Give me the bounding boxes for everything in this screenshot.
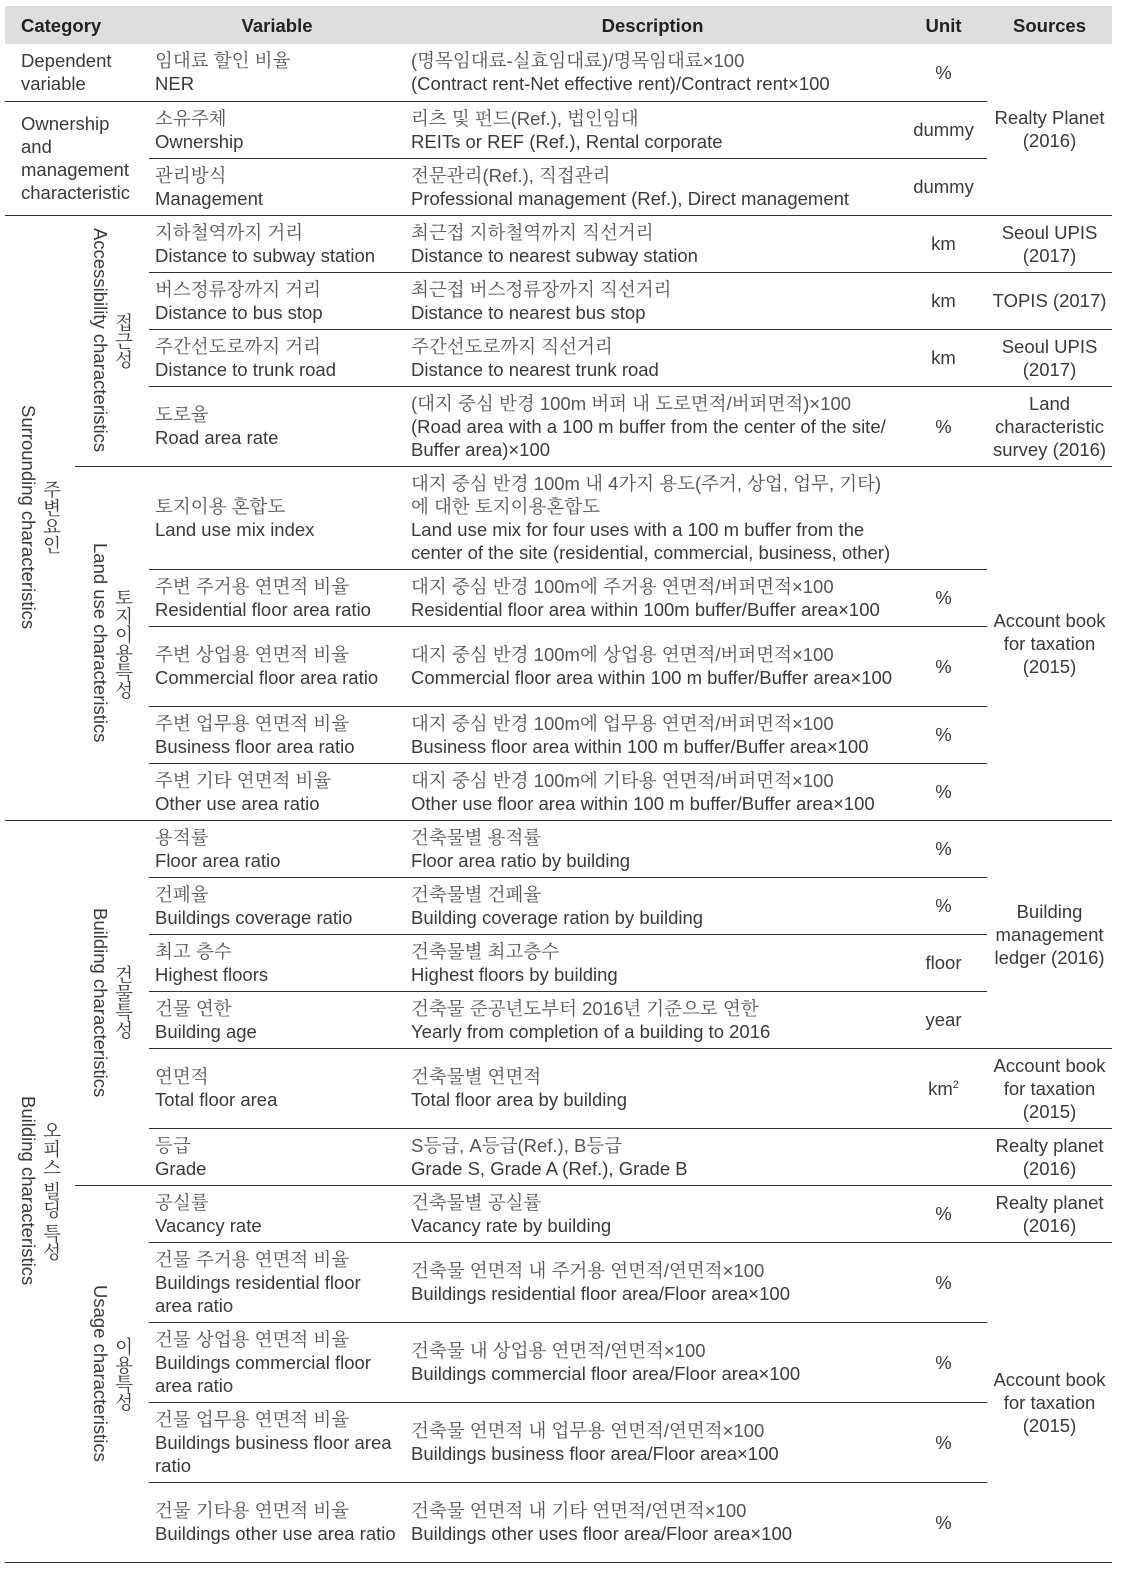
source-cell: Account book for taxation (2015) [987, 466, 1112, 820]
description-en: Buildings business floor area/Floor area×100 [411, 1443, 779, 1464]
category-dependent: Dependent variable [5, 44, 149, 101]
description-cell [405, 215, 900, 272]
variable-en: Buildings coverage ratio [155, 906, 353, 928]
variable-en: Distance to bus stop [155, 301, 323, 323]
variable-ko: 건물 주거용 연면적 비율 [155, 1248, 350, 1270]
description-ko: 대지 중심 반경 100m 내 4가지 용도(주거, 상업, 업무, 기타)에 대한 토지이용혼합도 [411, 472, 882, 517]
table-row [5, 215, 1112, 272]
unit-cell: floor [900, 934, 987, 991]
description-ko: 건축물별 건폐율 [411, 883, 542, 905]
source-cell: TOPIS (2017) [987, 272, 1112, 329]
description-en: Other use floor area within 100 m buffer/Buffer area×100 [411, 792, 875, 814]
unit-cell: dummy [900, 158, 987, 215]
source-cell: Building management ledger (2016) [987, 820, 1112, 1048]
table-row [5, 820, 1112, 877]
variable-cell [149, 934, 405, 991]
description-ko: 최근접 지하철역까지 직선거리 [411, 221, 654, 243]
table-row [5, 934, 1112, 991]
unit-cell: km [900, 215, 987, 272]
variable-cell [149, 1185, 405, 1242]
variable-en: Building age [155, 1020, 257, 1042]
variable-cell [149, 1242, 405, 1322]
table-row [5, 329, 1112, 386]
unit-cell: dummy [900, 101, 987, 158]
description-cell [405, 101, 900, 158]
label-en: Building characteristics [90, 907, 111, 1098]
label-ko: 건물특성 [113, 965, 134, 1040]
label-ko: 이용특성 [113, 1336, 134, 1411]
subcategory-accessibility [75, 215, 149, 466]
table-row [5, 272, 1112, 329]
variable-ko: 용적률 [155, 826, 209, 848]
table-row [5, 1185, 1112, 1242]
description-ko: 건축물 준공년도부터 2016년 기준으로 연한 [411, 997, 759, 1019]
vertical-label [89, 1285, 135, 1462]
description-cell [405, 1185, 900, 1242]
header-category: Category [5, 6, 149, 44]
table-row [5, 763, 1112, 820]
variable-ko: 임대료 할인 비율 [155, 50, 291, 72]
unit-cell: % [900, 1242, 987, 1322]
variable-en: Ownership [155, 130, 244, 152]
description-cell [405, 44, 900, 101]
variable-ko: 주변 주거용 연면적 비율 [155, 575, 350, 597]
description-cell [405, 569, 900, 626]
description-ko: 건축물 연면적 내 업무용 연면적/연면적×100 [411, 1420, 765, 1441]
table-row [5, 101, 1112, 158]
description-en: Total floor area by building [411, 1089, 627, 1110]
variable-cell [149, 329, 405, 386]
unit-cell [900, 466, 987, 569]
label-en: Building characteristics [18, 1096, 39, 1286]
description-cell [405, 1128, 900, 1185]
description-ko: S등급, A등급(Ref.), B등급 [411, 1134, 623, 1156]
variable-en: Distance to trunk road [155, 358, 336, 380]
table-header-row [5, 6, 1112, 44]
variable-cell [149, 158, 405, 215]
description-cell [405, 626, 900, 706]
description-ko: 건축물 내 상업용 연면적/연면적×100 [411, 1340, 706, 1361]
unit-cell: % [900, 706, 987, 763]
variable-en: Highest floors [155, 963, 269, 985]
description-en: Business floor area within 100 m buffer/Buffer area×100 [411, 735, 869, 757]
unit-cell: km [900, 329, 987, 386]
variable-en: Buildings commercial floor area ratio [155, 1351, 371, 1396]
description-ko: 최근접 버스정류장까지 직선거리 [411, 278, 672, 300]
unit-superscript: 2 [952, 1078, 959, 1091]
description-en: Distance to nearest bus stop [411, 301, 646, 323]
variable-cell [149, 626, 405, 706]
variable-ko: 건물 기타용 연면적 비율 [155, 1500, 350, 1521]
unit-text: km [928, 1077, 953, 1099]
table-row [5, 569, 1112, 626]
variable-en: Road area rate [155, 427, 279, 448]
description-ko: (명목임대료-실효임대료)/명목임대료×100 [411, 50, 745, 72]
description-cell [405, 1242, 900, 1322]
description-en: Distance to nearest subway station [411, 244, 698, 266]
unit-cell [900, 1128, 987, 1185]
variable-cell [149, 386, 405, 466]
source-cell: Account book for taxation (2015) [987, 1048, 1112, 1128]
description-cell [405, 763, 900, 820]
variable-cell [149, 1482, 405, 1562]
variable-en: Business floor area ratio [155, 735, 355, 757]
variable-ko: 지하철역까지 거리 [155, 221, 304, 243]
variable-cell [149, 215, 405, 272]
variable-cell [149, 272, 405, 329]
variable-en: Commercial floor area ratio [155, 667, 379, 688]
source-cell: Realty Planet (2016) [987, 44, 1112, 215]
variable-ko: 건폐율 [155, 883, 209, 905]
unit-cell: % [900, 1482, 987, 1562]
table-row [5, 706, 1112, 763]
description-en: Buildings residential floor area/Floor area×100 [411, 1283, 790, 1304]
unit-cell: % [900, 569, 987, 626]
description-ko: 리츠 및 펀드(Ref.), 법인임대 [411, 107, 639, 129]
description-cell [405, 706, 900, 763]
category-office-building [5, 820, 75, 1562]
table-row [5, 626, 1112, 706]
variable-ko: 주변 업무용 연면적 비율 [155, 712, 350, 734]
description-en: Residential floor area within 100m buffer/Buffer area×100 [411, 598, 880, 620]
unit-cell: % [900, 1322, 987, 1402]
variable-en: Management [155, 187, 263, 209]
variable-cell [149, 44, 405, 101]
description-en: REITs or REF (Ref.), Rental corporate [411, 130, 723, 152]
category-surrounding [5, 215, 75, 820]
variable-ko: 주간선도로까지 거리 [155, 335, 321, 357]
variable-en: Vacancy rate [155, 1214, 262, 1236]
description-ko: 주간선도로까지 직선거리 [411, 335, 613, 357]
variable-en: Buildings residential floor area ratio [155, 1271, 361, 1316]
description-cell [405, 329, 900, 386]
table-row [5, 1242, 1112, 1322]
variable-ko: 건물 연한 [155, 997, 232, 1019]
description-ko: 건축물별 최고층수 [411, 940, 560, 962]
description-en: (Road area with a 100 m buffer from the center of the site/ Buffer area)×100 [411, 415, 886, 460]
table-row [5, 1402, 1112, 1482]
variable-cell [149, 1048, 405, 1128]
label-en: Land use characteristics [90, 543, 111, 743]
variable-en: NER [155, 73, 195, 95]
description-en: Commercial floor area within 100 m buffer/Buffer area×100 [411, 667, 893, 688]
variable-cell [149, 706, 405, 763]
description-cell [405, 1482, 900, 1562]
description-ko: (대지 중심 반경 100m 버퍼 내 도로면적/버퍼면적)×100 [411, 392, 852, 414]
table-row [5, 44, 1112, 101]
variable-ko: 도로율 [155, 404, 209, 425]
description-en: Distance to nearest trunk road [411, 358, 659, 380]
variable-en: Land use mix index [155, 518, 315, 540]
variable-ko: 관리방식 [155, 164, 227, 186]
description-cell [405, 1048, 900, 1128]
description-en: Buildings other uses floor area/Floor area×100 [411, 1523, 793, 1544]
description-ko: 건축물별 공실률 [411, 1191, 542, 1213]
unit-cell: % [900, 626, 987, 706]
description-en: Professional management (Ref.), Direct management [411, 187, 850, 209]
variable-cell [149, 763, 405, 820]
description-en: Yearly from completion of a building to 2016 [411, 1020, 771, 1042]
subcategory-usage [75, 1185, 149, 1562]
variable-cell [149, 1402, 405, 1482]
variable-cell [149, 569, 405, 626]
description-ko: 대지 중심 반경 100m에 업무용 연면적/버퍼면적×100 [411, 712, 834, 734]
vertical-label [17, 1096, 63, 1285]
description-cell [405, 1322, 900, 1402]
label-en: Surrounding characteristics [18, 405, 39, 630]
table-row [5, 158, 1112, 215]
variables-table [5, 6, 1112, 1563]
label-ko: 접근성 [113, 312, 134, 369]
description-cell [405, 934, 900, 991]
table-row [5, 1048, 1112, 1128]
description-ko: 전문관리(Ref.), 직접관리 [411, 164, 611, 186]
description-en: (Contract rent-Net effective rent)/Contract rent×100 [411, 73, 830, 95]
variable-cell [149, 101, 405, 158]
table-row [5, 991, 1112, 1048]
description-cell [405, 991, 900, 1048]
variable-cell [149, 820, 405, 877]
variable-en: Other use area ratio [155, 792, 320, 814]
header-sources: Sources [987, 6, 1112, 44]
variable-ko: 등급 [155, 1134, 191, 1156]
variable-en: Total floor area [155, 1089, 278, 1110]
description-en: Grade S, Grade A (Ref.), Grade B [411, 1157, 688, 1179]
label-en: Usage characteristics [90, 1285, 111, 1462]
unit-cell: % [900, 1402, 987, 1482]
description-cell [405, 466, 900, 569]
description-ko: 건축물별 연면적 [411, 1066, 542, 1087]
variable-en: Distance to subway station [155, 244, 376, 266]
source-cell: Account book for taxation (2015) [987, 1242, 1112, 1562]
table-row [5, 386, 1112, 466]
description-ko: 건축물 연면적 내 기타 연면적/연면적×100 [411, 1500, 747, 1521]
vertical-label [89, 228, 135, 452]
table-row [5, 466, 1112, 569]
vertical-label [89, 908, 135, 1097]
source-cell: Realty planet (2016) [987, 1128, 1112, 1185]
variable-ko: 소유주체 [155, 107, 227, 129]
variable-ko: 최고 층수 [155, 940, 232, 962]
variable-ko: 주변 상업용 연면적 비율 [155, 644, 350, 665]
description-cell [405, 877, 900, 934]
header-unit: Unit [900, 6, 987, 44]
table-row [5, 1482, 1112, 1562]
category-ownership: Ownership and management characteristic [5, 101, 149, 215]
vertical-label [89, 543, 135, 743]
variable-ko: 건물 상업용 연면적 비율 [155, 1328, 350, 1350]
vertical-label [17, 405, 63, 629]
description-en: Buildings commercial floor area/Floor area×100 [411, 1363, 801, 1384]
unit-cell: % [900, 386, 987, 466]
description-en: Vacancy rate by building [411, 1214, 612, 1236]
description-en: Building coverage ration by building [411, 906, 704, 928]
header-variable: Variable [149, 6, 405, 44]
variable-ko: 연면적 [155, 1066, 209, 1087]
description-cell [405, 1402, 900, 1482]
description-ko: 건축물 연면적 내 주거용 연면적/연면적×100 [411, 1260, 765, 1281]
variable-ko: 건물 업무용 연면적 비율 [155, 1408, 350, 1430]
variable-en: Buildings business floor area ratio [155, 1431, 392, 1476]
variable-cell [149, 1322, 405, 1402]
description-cell [405, 272, 900, 329]
label-ko: 오피스 빌딩 특성 [41, 1121, 62, 1261]
unit-cell: km [900, 272, 987, 329]
label-ko: 토지이용특성 [113, 587, 134, 699]
variable-cell [149, 1128, 405, 1185]
unit-cell [900, 1048, 987, 1128]
unit-cell: % [900, 44, 987, 101]
table-row [5, 1128, 1112, 1185]
description-cell [405, 158, 900, 215]
description-cell [405, 386, 900, 466]
variable-ko: 버스정류장까지 거리 [155, 278, 321, 300]
description-cell [405, 820, 900, 877]
description-en: Highest floors by building [411, 963, 618, 985]
label-ko: 주변요인 [41, 480, 62, 555]
variable-en: Grade [155, 1157, 207, 1179]
variable-en: Residential floor area ratio [155, 598, 371, 620]
variable-cell [149, 877, 405, 934]
table-row [5, 877, 1112, 934]
header-description: Description [405, 6, 900, 44]
variable-ko: 주변 기타 연면적 비율 [155, 769, 332, 791]
variable-ko: 공실률 [155, 1191, 209, 1213]
variable-cell [149, 991, 405, 1048]
description-en: Floor area ratio by building [411, 849, 631, 871]
source-cell: Seoul UPIS (2017) [987, 215, 1112, 272]
unit-cell: % [900, 1185, 987, 1242]
description-ko: 대지 중심 반경 100m에 기타용 연면적/버퍼면적×100 [411, 769, 834, 791]
source-cell: Realty planet (2016) [987, 1185, 1112, 1242]
description-ko: 건축물별 용적률 [411, 826, 542, 848]
unit-cell: year [900, 991, 987, 1048]
description-en: Land use mix for four uses with a 100 m buffer from the center of the site (residential, commercial, business, other) [411, 518, 891, 563]
unit-cell: % [900, 763, 987, 820]
description-ko: 대지 중심 반경 100m에 상업용 연면적/버퍼면적×100 [411, 644, 834, 665]
description-ko: 대지 중심 반경 100m에 주거용 연면적/버퍼면적×100 [411, 575, 834, 597]
subcategory-building [75, 820, 149, 1185]
subcategory-landuse [75, 466, 149, 820]
variable-en: Buildings other use area ratio [155, 1523, 396, 1544]
variable-cell [149, 466, 405, 569]
table-row [5, 1322, 1112, 1402]
variable-ko: 토지이용 혼합도 [155, 495, 286, 517]
label-en: Accessibility characteristics [90, 228, 111, 453]
unit-cell: % [900, 820, 987, 877]
variable-en: Floor area ratio [155, 849, 281, 871]
source-cell: Land characteristic survey (2016) [987, 386, 1112, 466]
source-cell: Seoul UPIS (2017) [987, 329, 1112, 386]
unit-cell: % [900, 877, 987, 934]
